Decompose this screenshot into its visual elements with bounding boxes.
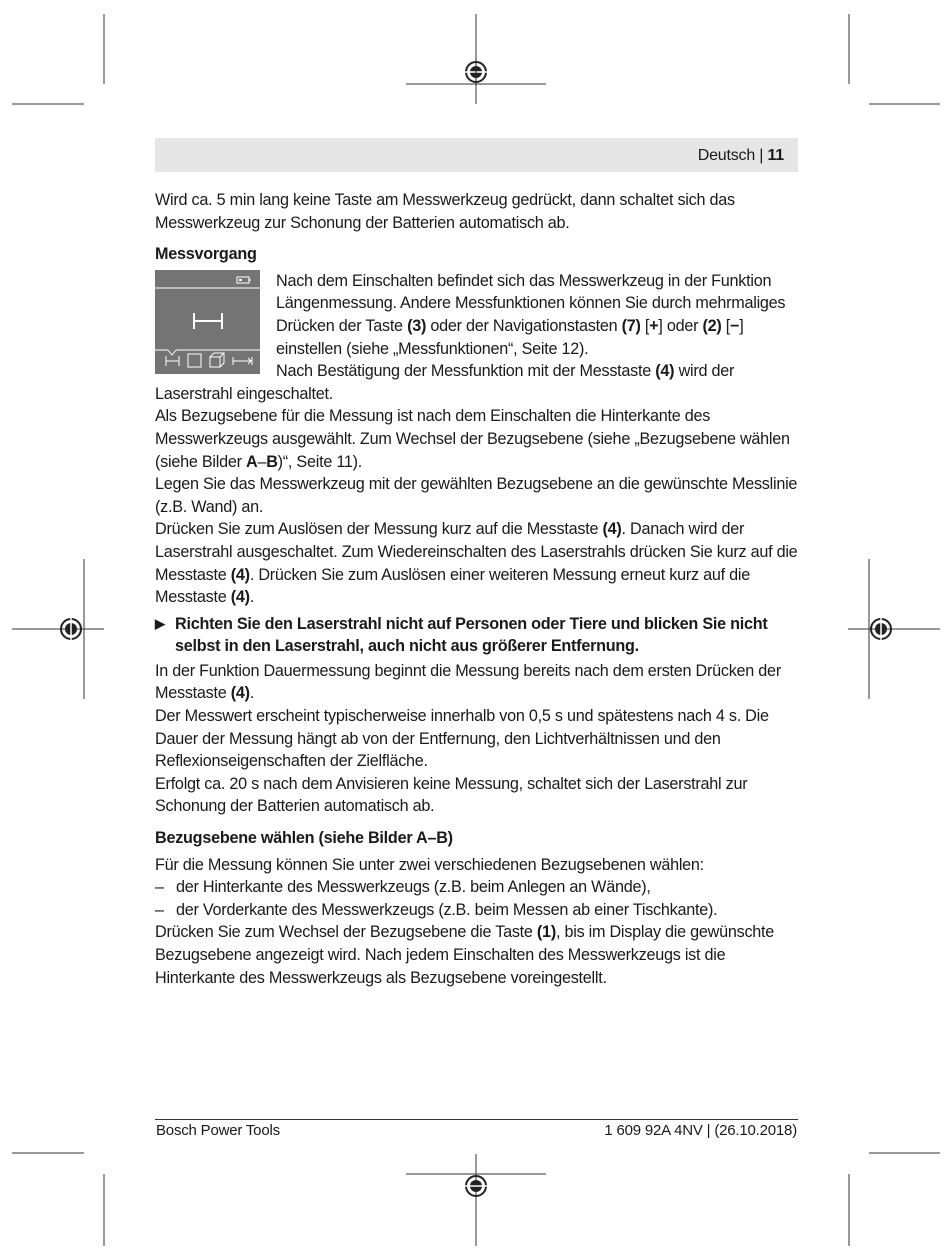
paragraph-auto-off: Erfolgt ca. 20 s nach dem Anvisieren keine Messung, schaltet sich der Laserstrahl zur Schonung der Batterien automatisch ab. <box>155 774 748 816</box>
main-content <box>155 189 798 989</box>
intro-paragraph: Wird ca. 5 min lang keine Taste am Messwerkzeug gedrückt, dann schaltet sich das Messwerkzeug zur Schonung der Batterien automatisch ab. <box>155 191 735 232</box>
header-language: Deutsch <box>697 147 756 164</box>
header-text <box>698 147 784 165</box>
laser-warning: ▶ Richten Sie den Laserstrahl nicht auf Personen oder Tiere und blicken Sie nicht selbst in den Laserstrahl, auch nicht aus größerer Entfernung. <box>155 614 768 656</box>
footer-brand: Bosch Power Tools <box>156 1122 280 1139</box>
page-number: 11 <box>767 147 784 164</box>
paragraph-switch-plane: Drücken Sie zum Wechsel der Bezugsebene die Taste (1), bis im Display die gewünschte Bezugsebene angezeigt wird. Nach jedem Einschalten des Messwerkzeugs ist die Hinterkante des Messwerkzeugs als Bezugsebene voreingestellt. <box>155 923 775 987</box>
footer-rule <box>155 1119 798 1120</box>
section-heading-messvorgang: Messvorgang <box>155 245 257 264</box>
registration-target-top <box>462 58 490 86</box>
list-item: – der Vorderkante des Messwerkzeugs (z.B. beim Messen ab einer Tischkante). <box>155 900 718 919</box>
paragraph-measure-time: Der Messwert erscheint typischerweise innerhalb von 0,5 s und spätestens nach 4 s. Die Dauer der Messung hängt ab von der Entfernung, den Lichtverhältnissen und den Reflexionseigenschaften der Zielfläche. <box>155 707 769 771</box>
paragraph-trigger-measurement: Drücken Sie zum Auslösen der Messung kurz auf die Messtaste (4). Danach wird der Laserstrahl ausgeschaltet. Zum Wiedereinschalten des Laserstrahls drücken Sie kurz auf die Messtaste (4). Drücken Sie zum Auslösen einer weiteren Messung erneut kurz auf die Messtaste (4). <box>155 520 798 607</box>
section-heading-reference-plane: Bezugsebene wählen (siehe Bilder A–B) <box>155 829 453 848</box>
warning-arrow-icon: ▶ <box>155 615 165 631</box>
header-separator: | <box>759 147 764 164</box>
page-header <box>155 138 798 172</box>
paragraph-continuous: In der Funktion Dauermessung beginnt die Messung bereits nach dem ersten Drücken der Messtaste (4). <box>155 661 781 703</box>
paragraph-laser-on: Nach Bestätigung der Messfunktion mit der Messtaste (4) wird der Laserstrahl eingeschaltet. <box>155 362 735 403</box>
paragraph-switch-on: Nach dem Einschalten befindet sich das Messwerkzeug in der Funktion Längenmessung. Andere Messfunktionen können Sie durch mehrmaliges Drücken der Taste (3) oder der Navigationstasten (7) [+] oder (2) [−] einstellen (siehe „Messfunktionen“, Seite 12). <box>276 271 786 358</box>
footer-doc-number: 1 609 92A 4NV | (26.10.2018) <box>604 1122 797 1139</box>
paragraph-place-tool: Legen Sie das Messwerkzeug mit der gewählten Bezugsebene an die gewünschte Messlinie (z.B. Wand) an. <box>155 475 798 516</box>
list-item: – der Hinterkante des Messwerkzeugs (z.B. beim Anlegen an Wände), <box>155 878 651 897</box>
device-display-illustration <box>155 270 260 374</box>
paragraph-reference-plane: Als Bezugsebene für die Messung ist nach dem Einschalten die Hinterkante des Messwerkzeugs ausgewählt. Zum Wechsel der Bezugsebene (siehe „Bezugsebene wählen (siehe Bilder A–B)“, Seite 11). <box>155 407 790 471</box>
paragraph-two-planes: Für die Messung können Sie unter zwei verschiedenen Bezugsebenen wählen: <box>155 855 704 874</box>
